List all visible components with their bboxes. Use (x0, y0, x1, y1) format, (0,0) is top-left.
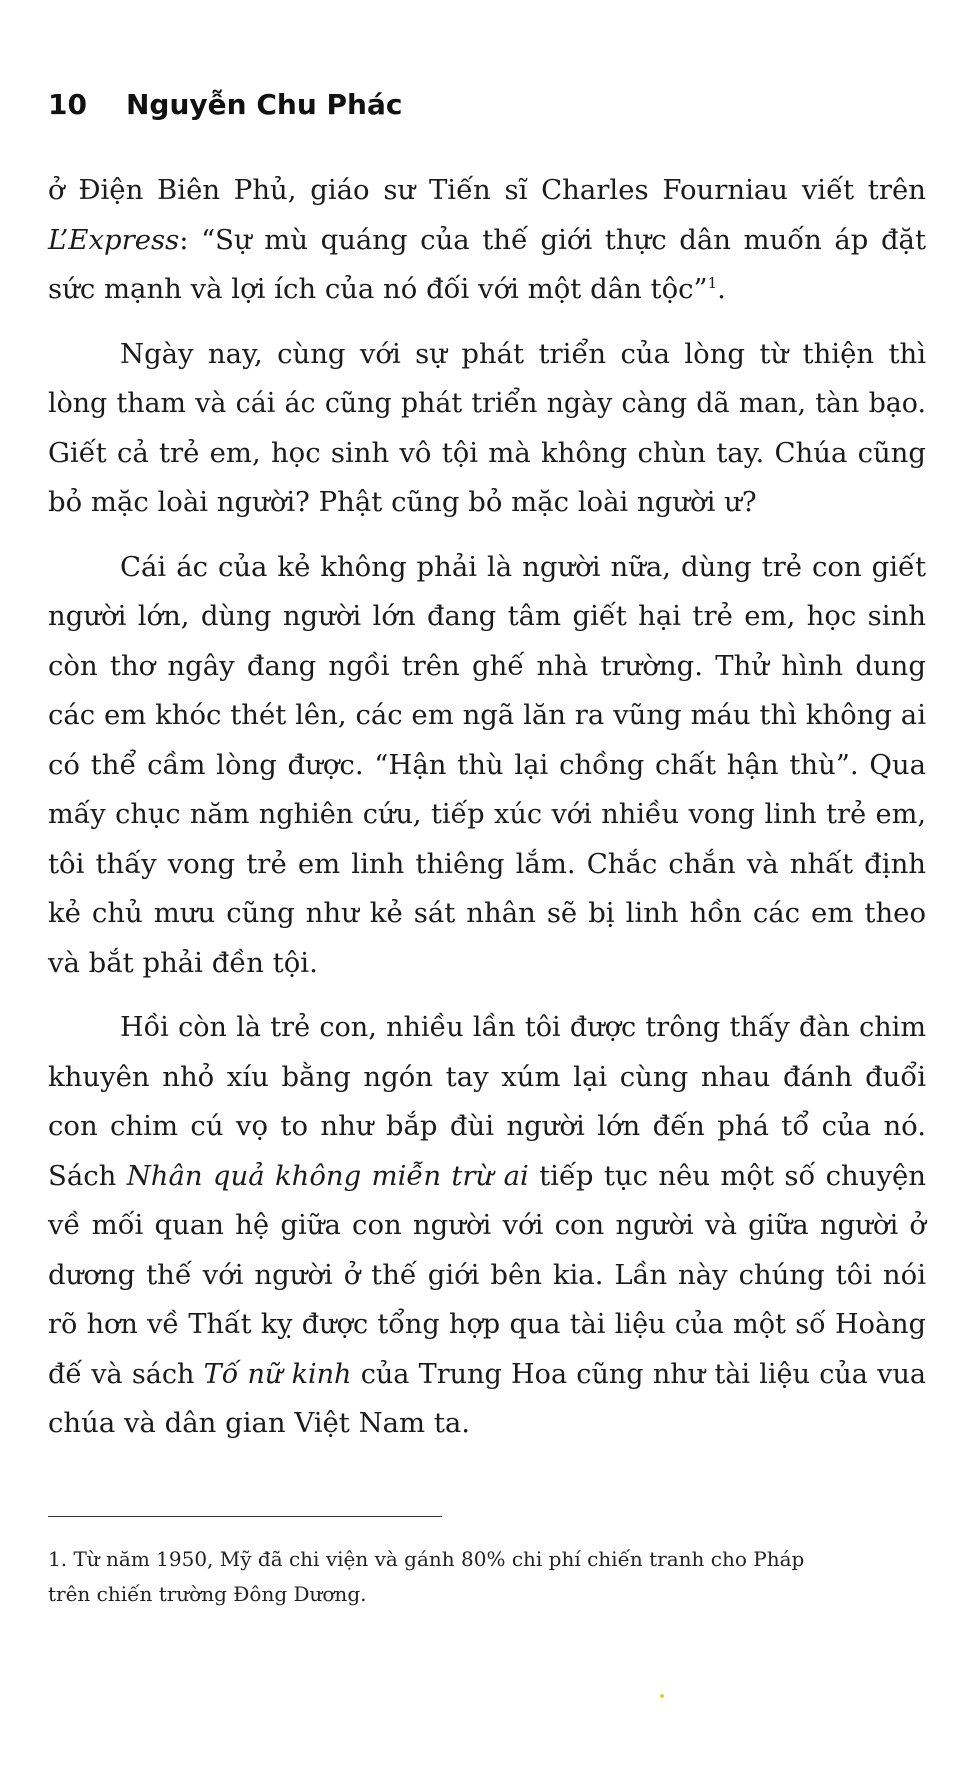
text-line: chúa và dân gian Việt Nam ta. (48, 1407, 471, 1439)
scan-speck (660, 1694, 664, 1698)
text-line: Giết cả trẻ em, học sinh vô tội mà không chùn tay. Chúa cũng (48, 436, 926, 469)
italic-title: Nhân quả không miễn trừ ai (126, 1159, 529, 1192)
text-line: Hồi còn là trẻ con, nhiều lần tôi được trông thấy đàn chim (120, 1012, 926, 1043)
paragraph-2 (48, 330, 926, 528)
text-line: kẻ chủ mưu cũng như kẻ sát nhân sẽ bị linh hồn các em theo (48, 897, 926, 929)
text-line: về mối quan hệ giữa con người với con người và giữa người ở (48, 1209, 926, 1241)
footnote-ref: 1 (707, 273, 718, 292)
italic-title: Tố nữ kinh (203, 1358, 352, 1390)
text-line: ở Điện Biên Phủ, giáo sư Tiến sĩ Charles Fourniau viết trên (48, 174, 926, 206)
page-number: 10 (48, 88, 87, 121)
text-line: bỏ mặc loài người? Phật cũng bỏ mặc loài người ư? (48, 486, 757, 518)
paragraph-4 (48, 1003, 926, 1449)
body-text (48, 166, 926, 1464)
text-line: các em khóc thét lên, các em ngã lăn ra vũng máu thì không ai (48, 699, 926, 731)
footnote-line: trên chiến trường Đông Dương. (48, 1582, 367, 1606)
italic-title: L’Express (48, 223, 180, 256)
text-line: khuyên nhỏ xíu bằng ngón tay xúm lại cùng nhau đánh đuổi (48, 1060, 926, 1093)
text-line: mấy chục năm nghiên cứu, tiếp xúc với nhiều vong linh trẻ em, (48, 799, 926, 830)
author-name: Nguyễn Chu Phác (126, 88, 403, 121)
text-line: còn thơ ngây đang ngồi trên ghế nhà trường. Thử hình dung (48, 649, 926, 682)
footnote (48, 1542, 888, 1612)
text-line-lexpress: L’Express: “Sự mù quáng của thế giới thực dân muốn áp đặt (48, 223, 926, 256)
text-line-with-footnote: sức mạnh và lợi ích của nó đối với một dân tộc”$^1$. (48, 273, 726, 305)
paragraph-1 (48, 166, 926, 315)
text-line-book-title-2: đế và sách Tố nữ kinh của Trung Hoa cũng như tài liệu của vua (48, 1358, 927, 1390)
text-line: Cái ác của kẻ không phải là người nữa, dùng trẻ con giết (120, 550, 926, 583)
running-header (48, 88, 402, 121)
paragraph-3 (48, 543, 926, 989)
footnote-line: 1. Từ năm 1950, Mỹ đã chi viện và gánh 80% chi phí chiến tranh cho Pháp (48, 1547, 805, 1571)
text-line: lòng tham và cái ác cũng phát triển ngày càng dã man, tàn bạo. (48, 388, 926, 419)
footnote-divider (48, 1516, 442, 1517)
text-line: và bắt phải đền tội. (48, 946, 318, 979)
text-line: người lớn, dùng người lớn đang tâm giết hại trẻ em, học sinh (48, 600, 926, 632)
text-line: Ngày nay, cùng với sự phát triển của lòng từ thiện thì (120, 337, 926, 370)
text-line: con chim cú vọ to như bắp đùi người lớn đến phá tổ của nó. (48, 1110, 926, 1142)
text-line: dương thế với người ở thế giới bên kia. Lần này chúng tôi nói (48, 1258, 926, 1291)
text-line: rõ hơn về Thất kỵ được tổng hợp qua tài liệu của một số Hoàng (48, 1309, 926, 1340)
text-line: sức mạnh và lợi ích của nó đối với một dân tộc” (48, 273, 708, 305)
text-line-book-title-1: Sách Nhân quả không miễn trừ ai tiếp tục nêu một số chuyện (48, 1159, 926, 1192)
text-line: tôi thấy vong trẻ em linh thiêng lắm. Chắc chắn và nhất định (48, 847, 926, 880)
text-line: có thể cầm lòng được. “Hận thù lại chồng chất hận thù”. Qua (48, 748, 926, 781)
